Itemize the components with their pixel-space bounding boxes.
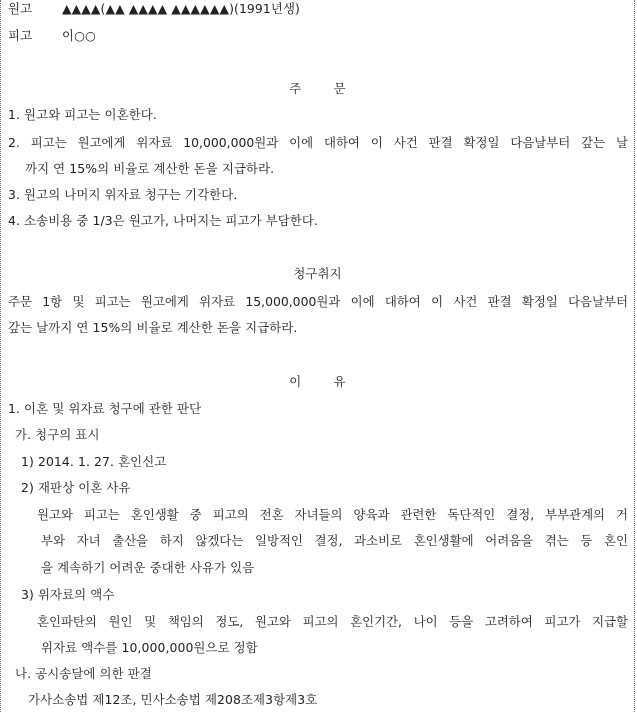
reason-item-1: 1) 2014. 1. 27. 혼인신고 xyxy=(21,454,167,469)
reason-item-2: 2) 재판상 이혼 사유 xyxy=(21,480,131,495)
order-item-3: 3. 원고의 나머지 위자료 청구는 기각한다. xyxy=(8,187,238,202)
defendant-label: 피고 xyxy=(8,28,33,43)
reason-section-1: 1. 이혼 및 위자료 청구에 관한 판단 xyxy=(8,401,202,416)
reasons-heading: 이 유 xyxy=(289,374,346,389)
plaintiff-value: ▲▲▲▲(▲▲ ▲▲▲▲ ▲▲▲▲▲▲)(1991년생) xyxy=(62,1,300,16)
plaintiff-label: 원고 xyxy=(8,1,33,16)
reason-item-3-text-1: 혼인파탄의 원인 및 책임의 정도, 원고와 피고의 혼인기간, 나이 등을 고려하여 피고가 지급할 xyxy=(37,614,628,629)
reason-item-2-text-2: 부와 자녀 출산을 하지 않겠다는 일방적인 결정, 과소비로 혼인생활에 어려움을 겪는 등 혼인 xyxy=(41,533,628,548)
claim-heading: 청구취지 xyxy=(293,266,342,281)
reason-subsection-na-text: 가사소송법 제12조, 민사소송법 제208조제3항제3호 xyxy=(28,692,318,707)
reason-item-3-text-2: 위자료 액수를 10,000,000원으로 정함 xyxy=(41,640,258,655)
order-item-2: 2. 피고는 원고에게 위자료 10,000,000원과 이에 대하여 이 사건 판결 확정일 다음날부터 갚는 날 xyxy=(8,135,628,150)
defendant-row xyxy=(8,28,634,44)
order-heading: 주 문 xyxy=(289,81,346,96)
reason-item-3: 3) 위자료의 액수 xyxy=(21,587,115,602)
order-item-1: 1. 원고와 피고는 이혼한다. xyxy=(8,107,157,122)
reason-subsection-ga: 가. 청구의 표시 xyxy=(15,427,100,442)
order-item-4: 4. 소송비용 중 1/3은 원고가, 나머지는 피고가 부담한다. xyxy=(8,213,318,228)
claim-line-2: 갚는 날까지 연 15%의 비율로 계산한 돈을 지급하라. xyxy=(8,320,298,335)
plaintiff-row xyxy=(8,1,634,17)
claim-line-1: 주문 1항 및 피고는 원고에게 위자료 15,000,000원과 이에 대하여 이 사건 판결 확정일 다음날부터 xyxy=(8,294,628,309)
reason-item-2-text-1: 원고와 피고는 혼인생활 중 피고의 전혼 자녀들의 양육과 관련한 독단적인 결정, 부부관계의 거 xyxy=(37,507,628,522)
reason-item-2-text-3: 을 계속하기 어려운 중대한 사유가 있음 xyxy=(41,560,255,575)
reason-subsection-na: 나. 공시송달에 의한 판결 xyxy=(15,666,152,681)
defendant-value: 이○○ xyxy=(62,28,96,43)
order-item-2-cont: 까지 연 15%의 비율로 계산한 돈을 지급하라. xyxy=(25,161,275,176)
